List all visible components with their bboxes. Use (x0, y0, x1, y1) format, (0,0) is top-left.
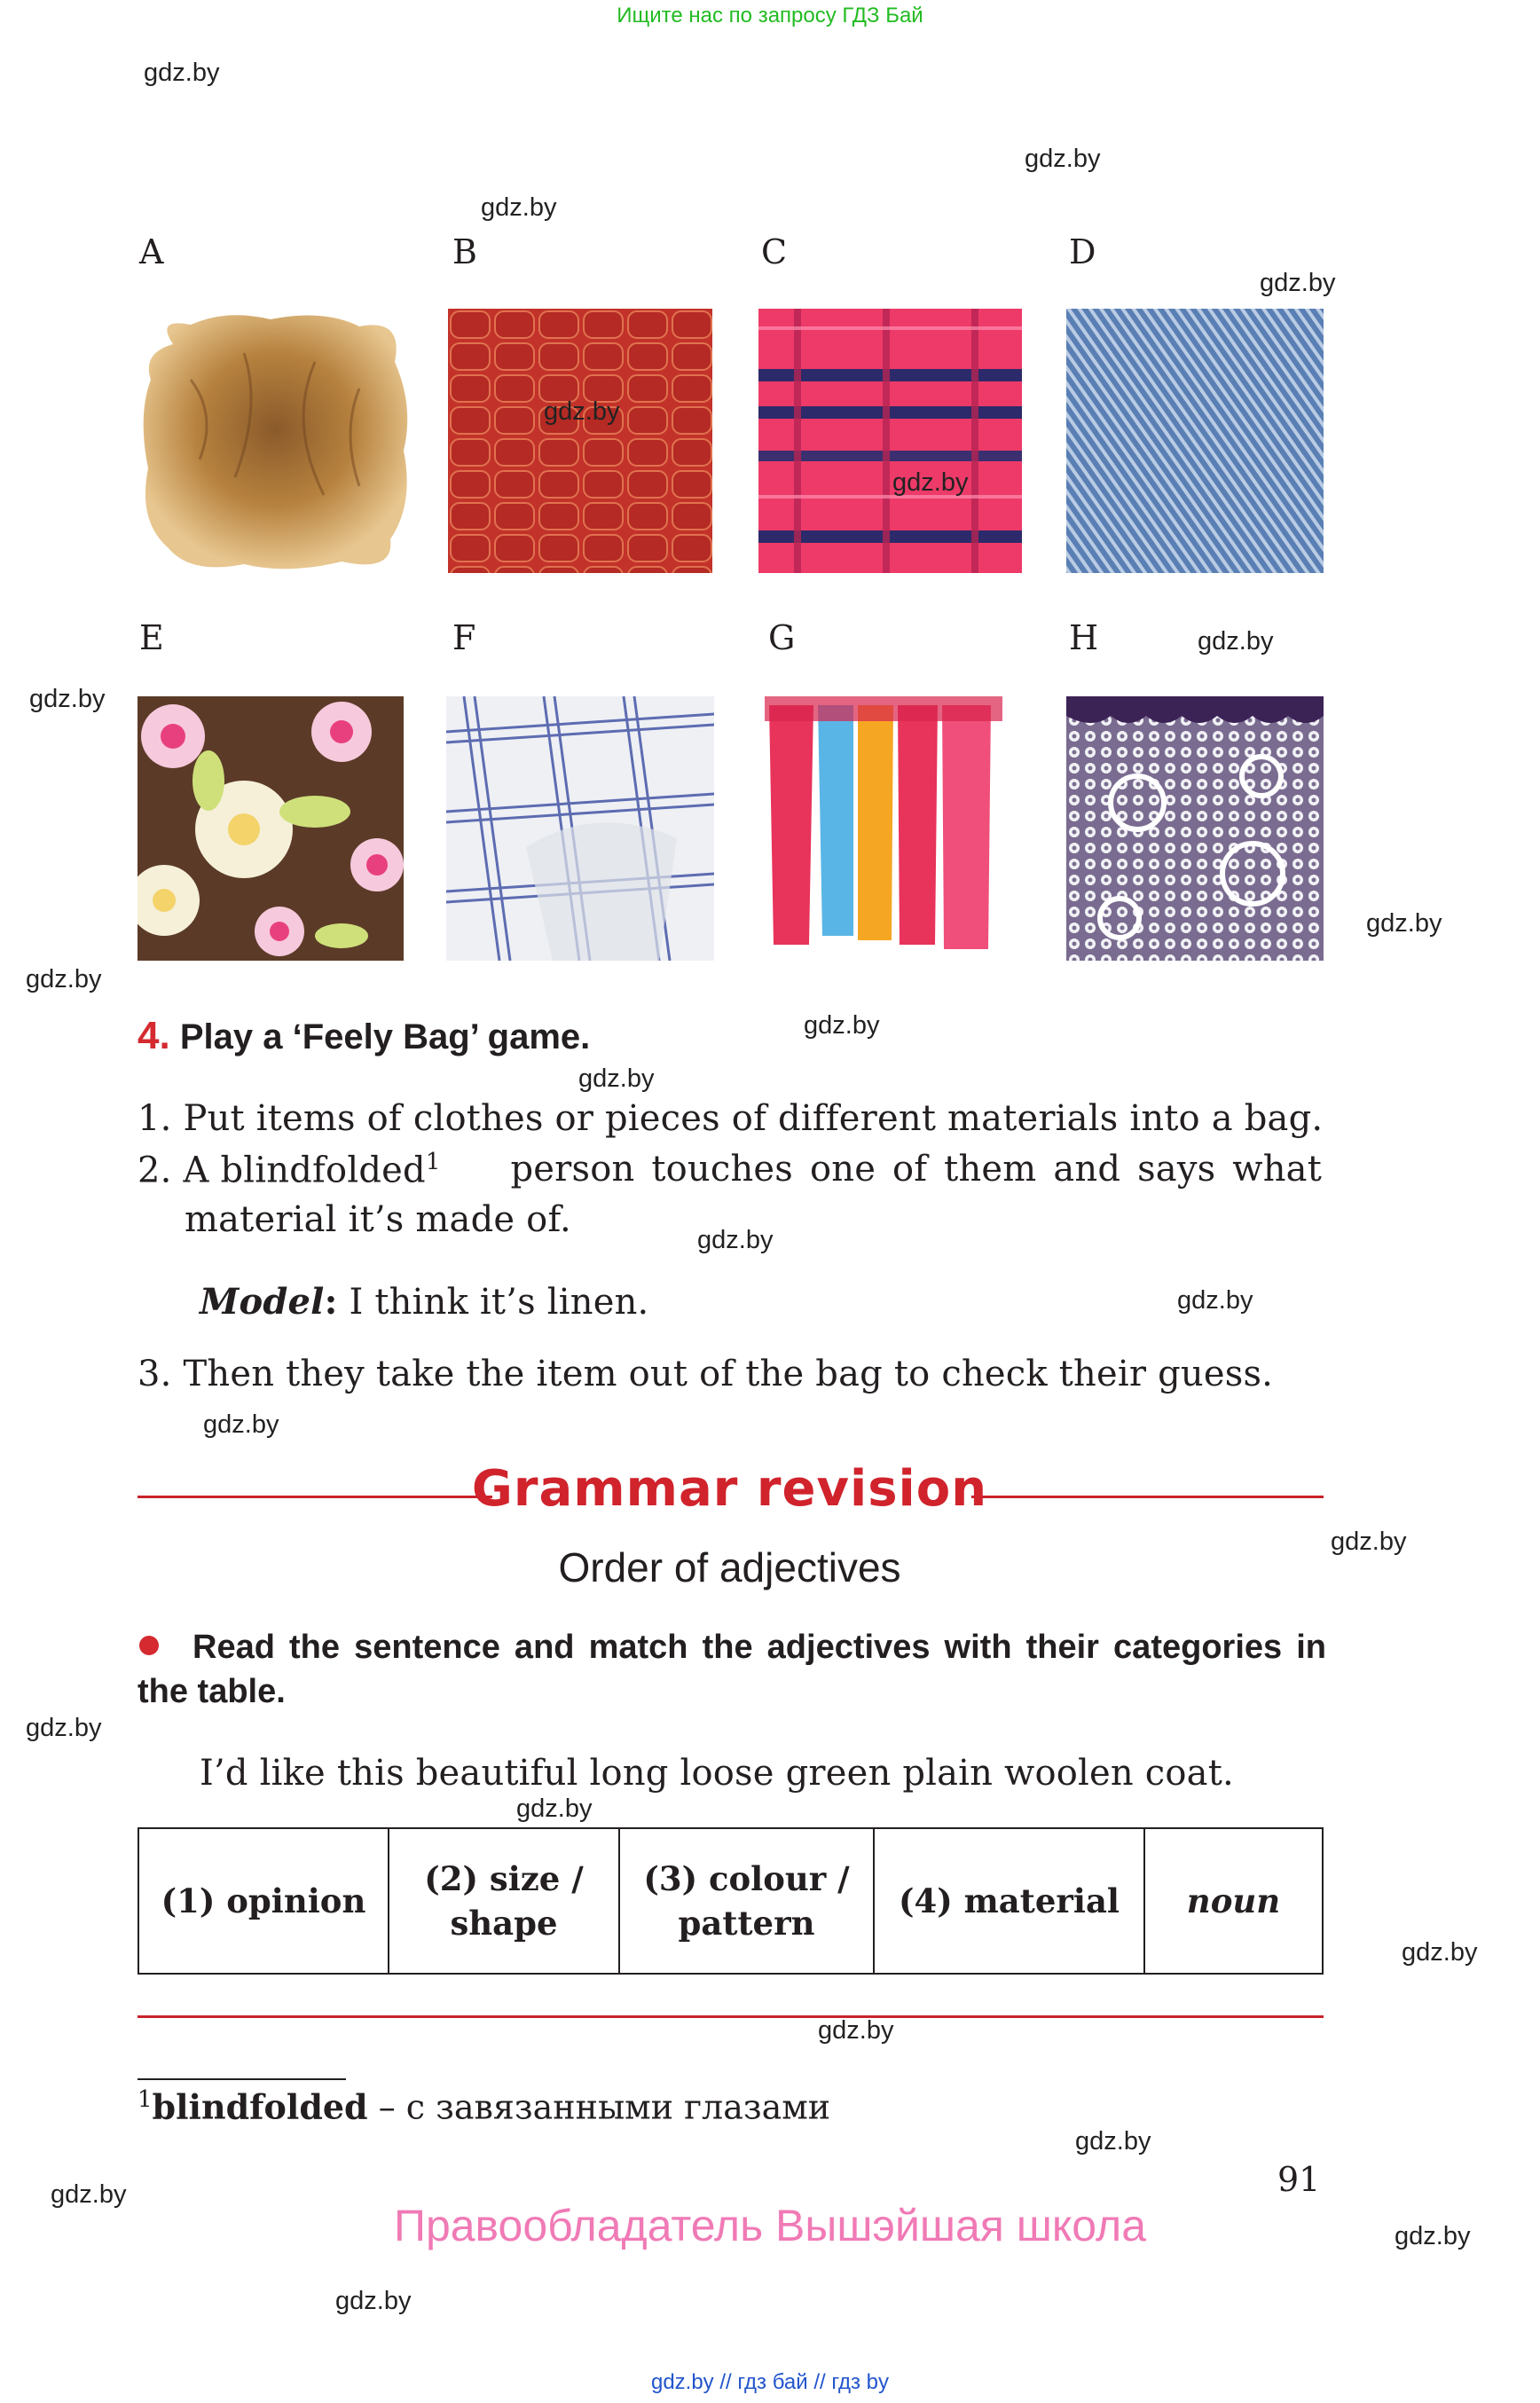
watermark: gdz.by (818, 2016, 894, 2045)
watermark: gdz.by (335, 2287, 412, 2315)
section-end-rule (138, 2015, 1324, 2018)
watermark: gdz.by (804, 1011, 880, 1040)
watermark: gdz.by (51, 2180, 127, 2209)
watermark: gdz.by (578, 1064, 655, 1093)
model-text: I think it’s linen. (349, 1282, 649, 1323)
watermark: gdz.by (1395, 2222, 1471, 2250)
watermark: gdz.by (1366, 909, 1442, 938)
letter-f: F (452, 618, 476, 657)
watermark: gdz.by (1198, 627, 1274, 656)
watermark: gdz.by (516, 1794, 593, 1823)
grammar-task: Read the sentence and match the adjectives with their categories in the table. (138, 1629, 1326, 1710)
letter-g: G (768, 618, 796, 657)
watermark: gdz.by (29, 685, 106, 713)
footnote-term: blindfolded (152, 2086, 368, 2127)
example-sentence: I’d like this beautiful long loose green plain woolen coat. (200, 1753, 1234, 1794)
linen-swatch-image (446, 696, 714, 961)
step-1: 1. Put items of clothes or pieces of different materials into a bag. (138, 1098, 1324, 1139)
footnote-rule (138, 2078, 346, 2080)
letter-a: A (139, 232, 164, 271)
floral-swatch-image (138, 696, 404, 961)
step-2-line-2: material it’s made of. (185, 1199, 571, 1240)
watermark: gdz.by (1025, 145, 1101, 173)
grammar-subtitle: Order of adjectives (558, 1544, 901, 1590)
watermark: gdz.by (1331, 1527, 1407, 1556)
silk-swatch-image (765, 696, 1002, 962)
top-banner: Ищите нас по запросу ГДЗ Бай (617, 4, 923, 27)
col-size-shape: (2) size / shape (389, 1828, 619, 1974)
plaid-swatch-image (758, 309, 1022, 573)
col-opinion: (1) opinion (138, 1828, 389, 1974)
watermark: gdz.by (26, 1714, 102, 1742)
watermark: gdz.by (144, 59, 220, 87)
watermark: gdz.by (1177, 1286, 1253, 1315)
lace-swatch-image (1066, 696, 1324, 961)
watermark: gdz.by (203, 1410, 279, 1439)
model-label: Model (200, 1281, 325, 1323)
step-2-start: 2. A blindfolded (138, 1150, 426, 1191)
adjective-categories-table (138, 1827, 1324, 1975)
step-2-line-1 (138, 1149, 1322, 1190)
watermark: gdz.by (26, 965, 102, 993)
exercise-4-heading (138, 1014, 590, 1058)
exercise-number: 4. (138, 1014, 170, 1057)
watermark: gdz.by (544, 397, 620, 426)
letter-e: E (139, 618, 164, 657)
letter-h: H (1069, 618, 1099, 657)
bottom-banner: gdz.by // гдз бай // гдз by (650, 2370, 890, 2394)
letter-d: D (1069, 232, 1096, 271)
watermark: gdz.by (1075, 2127, 1151, 2156)
footnote-mark: 1 (138, 2086, 153, 2113)
watermark: gdz.by (697, 1226, 774, 1254)
denim-swatch-image (1066, 309, 1324, 573)
step-2-rest: person touches one of them and says what (510, 1149, 1322, 1190)
fur-swatch-image (138, 309, 414, 575)
step-3: 3. Then they take the item out of the bag to check their guess. (138, 1354, 1274, 1394)
watermark: gdz.by (892, 468, 969, 497)
footnote-marker: 1 (425, 1149, 441, 1175)
footnote (138, 2086, 830, 2127)
watermark: gdz.by (1260, 269, 1336, 297)
page-number: 91 (1277, 2160, 1321, 2199)
model-line: Model: I think it’s linen. (200, 1281, 649, 1323)
col-colour-pattern: (3) colour / pattern (619, 1828, 874, 1974)
col-noun: noun (1144, 1828, 1323, 1974)
letter-b: B (452, 232, 477, 271)
rights-holder: Правообладатель Вышэйшая школа (394, 2201, 1146, 2250)
footnote-definition: – с завязанными глазами (367, 2087, 831, 2127)
leather-swatch-image (448, 309, 712, 573)
watermark: gdz.by (481, 193, 557, 222)
watermark: gdz.by (1402, 1938, 1478, 1967)
letter-c: C (761, 232, 788, 271)
grammar-revision-title: Grammar revision (471, 1460, 988, 1518)
col-material: (4) material (874, 1828, 1144, 1974)
exercise-title: Play a ‘Feely Bag’ game. (179, 1017, 591, 1056)
